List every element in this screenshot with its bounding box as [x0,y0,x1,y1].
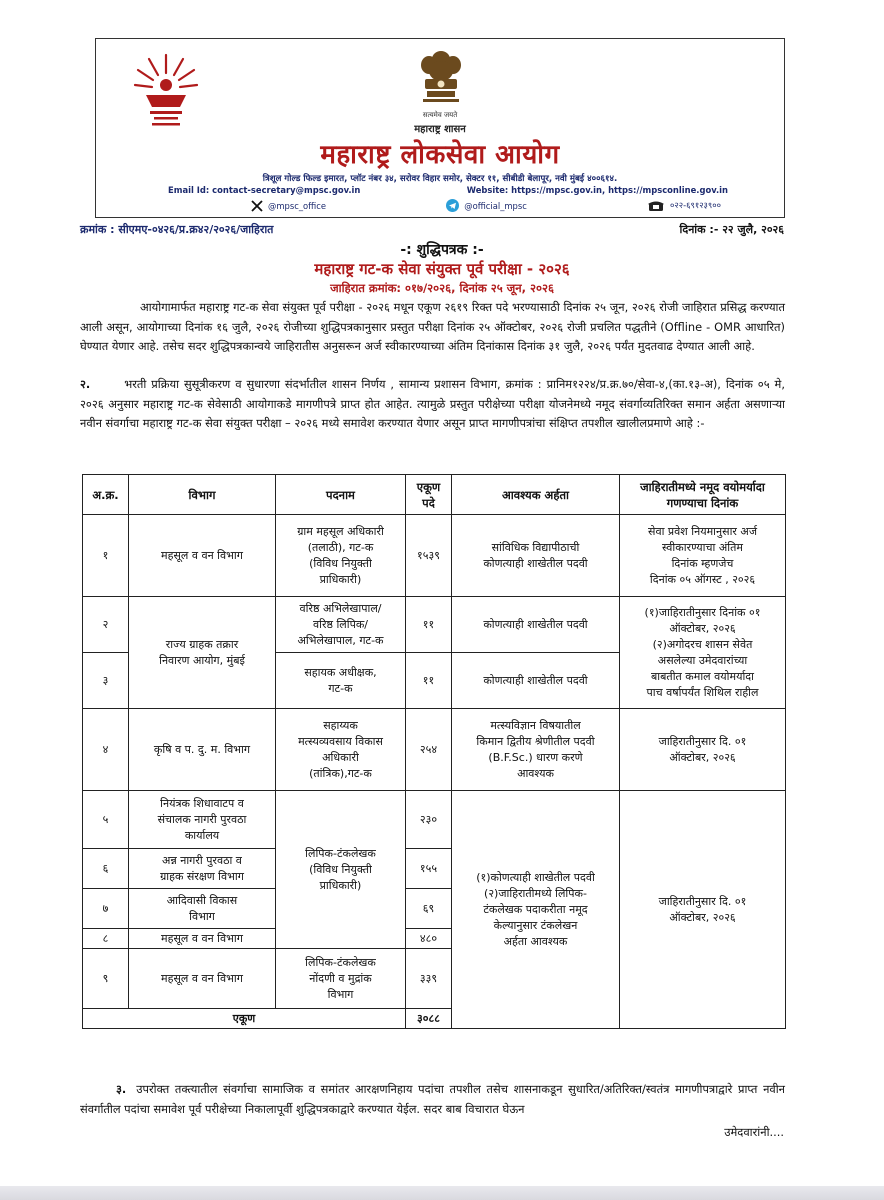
telegram-handle: @official_mpsc [464,200,527,211]
paragraph-2 [80,375,785,434]
cell-count: २५४ [406,709,452,791]
corrigendum-title: -: शुद्धिपत्रक :- [400,242,484,258]
social-row [251,199,721,212]
phone-item [647,199,721,212]
contact-row [168,185,728,195]
x-handle-item [251,199,326,212]
cell-post: सहाय्यक मत्स्यव्यवसाय विकास अधिकारी (तांत्रिक),गट-क [276,709,406,791]
table-row [83,597,786,653]
header-dept: विभाग [129,475,276,515]
address-line: त्रिशूल गोल्ड फिल्ड इमारत, प्लॉट नंबर ३४, सरोवर विहार समोर, सेक्टर ११, सीबीडी बेलापूर, नवी मुंबई ४००६१४. [262,174,618,184]
telegram-icon [446,199,459,212]
national-emblem-icon [413,47,469,115]
cell-sr: ८ [83,929,129,949]
table-row [83,515,786,597]
header-sr: अ.क्र. [83,475,129,515]
total-value: ३०८८ [406,1009,452,1029]
reference-number: क्रमांक : सीएमए-०४२६/प्र.क्र४२/२०२६/जाहिरात [80,223,274,236]
cell-count: ६९ [406,889,452,929]
commission-title: महाराष्ट्र लोकसेवा आयोग [320,140,560,170]
cell-age: (१)जाहिरातीनुसार दिनांक ०१ ऑक्टोबर, २०२६ (२)अगोदरच शासन सेवेत असलेल्या उमेदवारांच्या बाबतीत कमाल वयोमर्यादा पाच वर्षापर्यंत शिथिल राहील [620,597,786,709]
cell-dept: कृषि व प. दु. म. विभाग [129,709,276,791]
cell-qual: कोणत्याही शाखेतील पदवी [452,653,620,709]
reference-date: दिनांक :- २२ जुलै, २०२६ [679,223,784,236]
telegram-item [446,199,527,212]
closing-text: उमेदवारांनी.... [724,1125,784,1139]
reference-row [80,222,784,237]
cell-post: ग्राम महसूल अधिकारी (तलाठी), गट-क (विविध नियुक्ती प्राधिकारी) [276,515,406,597]
cell-dept: महसूल व वन विभाग [129,929,276,949]
paragraph-3-text: उपरोक्त तक्त्यातील संवर्गाचा सामाजिक व समांतर आरक्षणनिहाय पदांचा तपशील तसेच शासनाकडून सुधारित/अतिरिक्त/स्वतंत्र मागणीपत्राद्वारे प्राप्त नवीन संवर्गातील पदांचा समावेश पूर्व परीक्षेच्या निकालापूर्वी शुद्धिपत्रकाद्वारे करण्यात येईल. सदर बाब विचारात घेऊन [80,1082,785,1116]
cell-qual: सांविधिक विद्यापीठाची कोणत्याही शाखेतील पदवी [452,515,620,597]
total-label: एकूण [83,1009,406,1029]
phone-number: ०२२-६९१२३९०० [670,200,721,210]
paragraph-1: आयोगामार्फत महाराष्ट्र गट-क सेवा संयुक्त पूर्व परीक्षा - २०२६ मधून एकूण २६१९ रिक्त पदे भरण्यासाठी दिनांक २५ जून, २०२६ रोजी जाहिरात प्रसिद्ध करण्यात आली असून, आयोगाच्या दिनांक १६ जुलै, २०२६ रोजीच्या शुद्धिपत्रकानुसार प्रस्तुत परीक्षा दिनांक २५ ऑक्टोबर, २०२६ रोजी प्रचलित पद्धतीने (Offline - OMR आधारित) घेण्यात येणार आहे. तसेच सदर शुद्धिपत्रकान्वये जाहिरातीस अनुसरून अर्ज स्वीकारण्याच्या अंतिम दिनांकास दिनांक ३१ जुलै, २०२६ पर्यंत मुदतवाढ देण्यात आली आहे. [80,300,785,353]
cell-sr: ९ [83,949,129,1009]
paragraph-2-number: २. [80,377,91,391]
cell-dept: राज्य ग्राहक तक्रार निवारण आयोग, मुंबई [129,597,276,709]
cell-dept: अन्न नागरी पुरवठा व ग्राहक संरक्षण विभाग [129,849,276,889]
paragraph-2-text: भरती प्रक्रिया सुसूत्रीकरण व सुधारणा संदर्भातील शासन निर्णय , सामान्य प्रशासन विभाग, क्रमांक : प्रानिम१२२४/प्र.क्र.७०/सेवा-४,(का.१३-अ), दिनांक ०५ मे, २०२६ अनुसार महाराष्ट्र गट-क सेवेसाठी आयोगाकडे मागणीपत्रे प्राप्त होत आहेत. त्यामुळे प्रस्तुत परीक्षेच्या परीक्षा योजनेमध्ये नमूद संवर्गाव्यतिरिक्त समान अर्हता असणाऱ्या नवीन संवर्गाचा महाराष्ट्र गट-क सेवा संयुक्त परीक्षा – २०२६ मध्ये समावेश करण्यात येणार असून प्राप्त मागणीपत्रांचा संक्षिप्त तपशील खालीलप्रमाणे आहे :- [80,377,785,430]
header-qual: आवश्यक अर्हता [452,475,620,515]
cell-dept: आदिवासी विकास विभाग [129,889,276,929]
cell-post: लिपिक-टंकलेखक नोंदणी व मुद्रांक विभाग [276,949,406,1009]
cell-qual: मत्स्यविज्ञान विषयातील किमान द्वितीय श्रेणीतील पदवी (B.F.Sc.) धारण करणे आवश्यक [452,709,620,791]
x-handle: @mpsc_office [268,200,326,211]
header-count: एकूण पदे [406,475,452,515]
cell-count: ११ [406,653,452,709]
posts-table [82,474,786,1029]
advertisement-line: जाहिरात क्रमांक: ०१७/२०२६, दिनांक २५ जून, २०२६ [330,281,554,295]
gov-motto: सत्यमेव जयते [422,111,458,119]
cell-count: १५५ [406,849,452,889]
website-text: Website: https://mpsc.gov.in, https://mpsconline.gov.in [466,185,728,195]
paragraph-3-number: ३. [116,1082,127,1096]
cell-dept: महसूल व वन विभाग [129,515,276,597]
cell-age: जाहिरातीनुसार दि. ०१ ऑक्टोबर, २०२६ [620,791,786,1029]
header-age: जाहिरातीमध्ये नमूद वयोमर्यादा गणण्याचा दिनांक [620,475,786,515]
table-row [83,709,786,791]
cell-sr: ७ [83,889,129,929]
cell-sr: ३ [83,653,129,709]
cell-post: सहायक अधीक्षक, गट-क [276,653,406,709]
table-header-row [83,475,786,515]
gov-name: महाराष्ट्र शासन [414,124,466,135]
cell-age: जाहिरातीनुसार दि. ०१ ऑक्टोबर, २०२६ [620,709,786,791]
cell-sr: २ [83,597,129,653]
phone-icon [647,200,665,212]
page-edge [0,1186,884,1200]
cell-count: ४८० [406,929,452,949]
cell-post: वरिष्ठ अभिलेखापाल/ वरिष्ठ लिपिक/ अभिलेखापाल, गट-क [276,597,406,653]
exam-title: महाराष्ट्र गट-क सेवा संयुक्त पूर्व परीक्षा - २०२६ [314,260,570,278]
paragraph-3 [80,1079,785,1119]
cell-qual: (१)कोणत्याही शाखेतील पदवी (२)जाहिरातीमध्ये लिपिक- टंकलेखक पदाकरीता नमूद केल्यानुसार टंकलेखन अर्हता आवश्यक [452,791,620,1029]
cell-sr: ५ [83,791,129,849]
cell-age: सेवा प्रवेश नियमानुसार अर्ज स्वीकारण्याचा अंतिम दिनांक म्हणजेच दिनांक ०५ ऑगस्ट , २०२६ [620,515,786,597]
cell-count: १५३९ [406,515,452,597]
cell-sr: १ [83,515,129,597]
cell-dept: नियंत्रक शिधावाटप व संचालक नागरी पुरवठा कार्यालय [129,791,276,849]
cell-count: ११ [406,597,452,653]
cell-dept: महसूल व वन विभाग [129,949,276,1009]
letterhead [95,38,785,218]
cell-sr: ६ [83,849,129,889]
cell-count: ३३९ [406,949,452,1009]
cell-count: २३० [406,791,452,849]
cell-post: लिपिक-टंकलेखक (विविध नियुक्ती प्राधिकारी) [276,791,406,949]
email-text: Email Id: contact-secretary@mpsc.gov.in [168,185,361,195]
x-logo-icon [251,200,263,212]
cell-sr: ४ [83,709,129,791]
header-post: पदनाम [276,475,406,515]
cell-qual: कोणत्याही शाखेतील पदवी [452,597,620,653]
table-row [83,791,786,849]
